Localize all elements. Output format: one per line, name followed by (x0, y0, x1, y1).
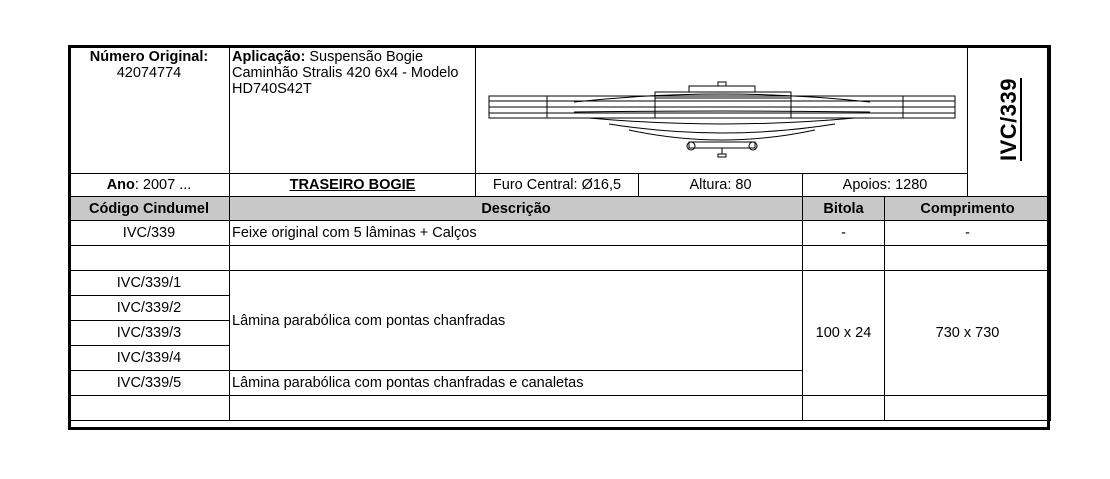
row-code: IVC/339 (69, 221, 230, 246)
table-row-empty (69, 246, 1051, 271)
code-vertical: IVC/339 (996, 77, 1021, 161)
row-code: IVC/339/4 (69, 346, 230, 371)
central-hole-cell: Furo Central: Ø16,5 (476, 174, 639, 197)
row-code: IVC/339/5 (69, 371, 230, 396)
position-cell (230, 174, 476, 197)
height-cell: Altura: 80 (639, 174, 803, 197)
position-label: TRASEIRO BOGIE (289, 177, 416, 193)
row-gauge: - (803, 221, 885, 246)
year-value: : 2007 ... (134, 177, 192, 193)
table-row-empty (69, 396, 1051, 421)
code-vertical-cell (968, 46, 1051, 197)
year-label: Ano (106, 177, 135, 193)
application-label: Aplicação: (232, 49, 306, 65)
leaf-spring-drawing-icon (479, 58, 965, 158)
table-row (69, 271, 1051, 296)
row-code: IVC/339/3 (69, 321, 230, 346)
col-header-code: Código Cindumel (69, 197, 230, 221)
col-header-description: Descrição (230, 197, 803, 221)
col-header-gauge: Bitola (803, 197, 885, 221)
col-header-length: Comprimento (885, 197, 1051, 221)
row-code: IVC/339/1 (69, 271, 230, 296)
group-description: Lâmina parabólica com pontas chanfradas (230, 271, 803, 371)
row-length: - (885, 221, 1051, 246)
supports-cell: Apoios: 1280 (803, 174, 968, 197)
row-description: Feixe original com 5 lâminas + Calços (230, 221, 803, 246)
year-cell (69, 174, 230, 197)
drawing-cell (476, 46, 968, 174)
original-number-label: Número Original: (89, 49, 209, 65)
application-value: Suspensão Bogie Caminhão Stralis 420 6x4 - Modelo HD740S42T (232, 49, 459, 97)
group-length: 730 x 730 (885, 271, 1051, 396)
original-number-value: 42074774 (116, 65, 182, 81)
original-number-cell (69, 46, 230, 174)
table-row (69, 221, 1051, 246)
application-cell (230, 46, 476, 174)
row-code: IVC/339/2 (69, 296, 230, 321)
row-description: Lâmina parabólica com pontas chanfradas e canaletas (230, 371, 803, 396)
spec-table (68, 45, 1051, 421)
group-gauge: 100 x 24 (803, 271, 885, 396)
